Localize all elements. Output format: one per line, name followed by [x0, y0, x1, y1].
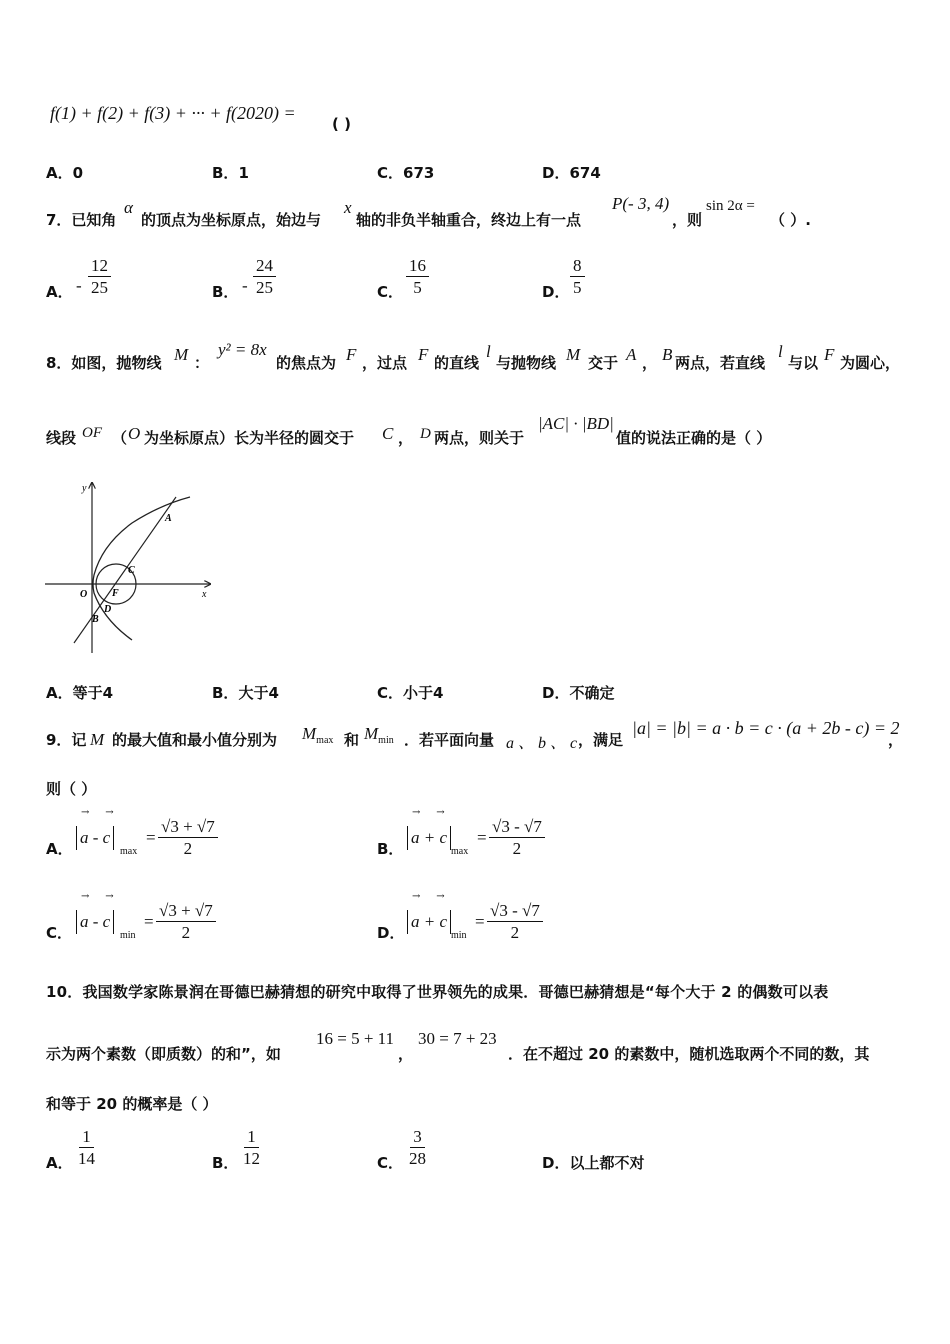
- q9-option-d-fraction: $\frac{√3 - √7}{2}$: [487, 900, 543, 943]
- q8-l-1: l: [486, 342, 491, 361]
- label-A: A: [165, 513, 172, 524]
- q9-M: M: [90, 730, 105, 749]
- q7-sin: sin 2α =: [706, 198, 755, 214]
- q9-text-4: ．若平面向量: [404, 731, 495, 749]
- q9-option-d-lhs: a + c: [407, 910, 451, 934]
- q10-option-c-label: C．: [377, 1154, 404, 1172]
- q9-text-6: ，: [888, 731, 904, 749]
- q9-text-2: 的最大值和最小值分别为: [112, 731, 278, 749]
- q6-option-c: C．673: [377, 164, 435, 182]
- q9-Mmin: $M_{min}$: [364, 724, 394, 746]
- q7-option-a-fraction: $\frac{12}{25}$: [88, 255, 111, 298]
- q8-option-d: D．不确定: [542, 684, 615, 702]
- q8-F-3: F: [824, 345, 835, 364]
- q10-example-1: 16 = 5 + 11: [316, 1029, 395, 1048]
- q8-text-9: 为圆心，: [840, 354, 901, 372]
- q8-text-2: 的焦点为: [276, 354, 337, 372]
- line-l: [74, 497, 176, 643]
- q7-x: x: [344, 198, 352, 217]
- q8-M: M: [174, 345, 189, 364]
- q7-text-2: 的顶点为坐标原点，始边与: [141, 211, 322, 229]
- q9-option-c-fraction: $\frac{√3 + √7}{2}$: [156, 900, 216, 943]
- q8-comma: ，: [642, 354, 658, 372]
- q9-option-b-lhs: a + c: [407, 826, 451, 850]
- q8-text-8: 与以: [788, 354, 819, 372]
- q6-expression: f(1) + f(2) + f(3) + ··· + f(2020) =: [50, 103, 296, 123]
- q10-option-b-fraction: $\frac{1}{12}$: [243, 1127, 260, 1168]
- q10-text-1: 示为两个素数（即质数）的和”，如: [46, 1045, 281, 1063]
- q8-A: A: [626, 345, 637, 364]
- label-O: O: [80, 589, 88, 600]
- q9-option-a-eq: =: [146, 828, 156, 847]
- q7-text-4: ，则: [672, 211, 703, 229]
- q9-option-a-vec-arrows: → →: [81, 807, 114, 818]
- q7-text-3: 轴的非负半轴重合，终边上有一点: [356, 211, 582, 229]
- q7-alpha: α: [124, 198, 133, 217]
- q7-option-b-sign: -: [242, 276, 248, 295]
- q10-comma: ，: [398, 1045, 414, 1063]
- q7-option-b-label: B．: [212, 283, 239, 301]
- label-C: C: [128, 565, 135, 576]
- q8-figure: [40, 475, 225, 660]
- q8-equation: y² = 8x: [218, 340, 267, 359]
- q8-F-2: F: [418, 345, 429, 364]
- q8-text-5: 与抛物线: [496, 354, 557, 372]
- q8-text-6: 交于: [588, 354, 619, 372]
- q9-Mmax: $M_{max}$: [302, 724, 334, 746]
- q10-option-b-label: B．: [212, 1154, 239, 1172]
- q8-text-14: 值的说法正确的是（ ）: [616, 429, 772, 447]
- q6-option-d: D．674: [542, 164, 601, 182]
- q7-option-b-fraction: $\frac{24}{25}$: [253, 255, 276, 298]
- q7-option-c-fraction: $\frac{16}{5}$: [406, 255, 429, 298]
- q9-option-b-fraction: $\frac{√3 - √7}{2}$: [489, 816, 545, 859]
- q10-text-2: ．在不超过 20 的素数中，随机选取两个不同的数，其: [508, 1045, 870, 1063]
- q9-option-a-label: A．: [46, 840, 73, 858]
- q8-option-a: A．等于4: [46, 684, 114, 702]
- q8-text-7: 两点，若直线: [675, 354, 766, 372]
- q9-option-b-eq: =: [477, 828, 487, 847]
- q9-text-1: 9．记: [46, 731, 87, 749]
- q7-option-d-label: D．: [542, 283, 570, 301]
- q7-option-d-fraction: $\frac{8}{5}$: [570, 255, 585, 298]
- label-y: y: [82, 483, 87, 494]
- q8-text-1: 8．如图，抛物线: [46, 354, 162, 372]
- q8-text-11: （: [112, 429, 128, 447]
- q8-product: |AC| · |BD|: [538, 414, 614, 433]
- q10-option-a-label: A．: [46, 1154, 73, 1172]
- label-D: D: [104, 604, 112, 615]
- q9-option-a-lhs: a - c: [76, 826, 114, 850]
- q8-text-10: 线段: [46, 429, 77, 447]
- q8-option-b: B．大于4: [212, 684, 279, 702]
- q6-paren: ( ): [332, 115, 351, 133]
- q8-D: D: [420, 426, 431, 442]
- q10-option-a-fraction: $\frac{1}{14}$: [78, 1127, 95, 1168]
- q8-text-12: 为坐标原点）长为半径的圆交于: [144, 429, 355, 447]
- q7-point: P(- 3, 4): [612, 194, 670, 213]
- q9-option-b-sub: max: [451, 846, 469, 857]
- label-B: B: [92, 614, 99, 625]
- q9-option-c-sub: min: [120, 930, 136, 941]
- q8-option-c: C．小于4: [377, 684, 444, 702]
- q8-OF: OF: [82, 425, 102, 441]
- q9-option-c-lhs: a - c: [76, 910, 114, 934]
- q8-text-13: 两点，则关于: [434, 429, 525, 447]
- q8-text-4: 的直线: [434, 354, 480, 372]
- q9-option-b-vec-arrows: → →: [412, 807, 445, 818]
- q9-option-b-label: B．: [377, 840, 404, 858]
- q9-text-3: 和: [344, 731, 360, 749]
- q8-B: B: [662, 345, 673, 364]
- q7-text-5: （ ）.: [770, 211, 811, 229]
- q10-line-3: 和等于 20 的概率是（ ）: [46, 1095, 218, 1113]
- q9-option-c-label: C．: [46, 924, 73, 942]
- q6-option-a: A．0: [46, 164, 84, 182]
- q7-option-c-label: C．: [377, 283, 404, 301]
- q8-colon: ：: [194, 354, 210, 372]
- q9-vectors: a 、 b 、 c: [506, 735, 578, 752]
- q9-option-d-sub: min: [451, 930, 467, 941]
- q7-option-a-label: A．: [46, 283, 73, 301]
- q8-text-3: ，过点: [362, 354, 408, 372]
- q8-F-1: F: [346, 345, 357, 364]
- q9-option-a-fraction: $\frac{√3 + √7}{2}$: [158, 816, 218, 859]
- q9-option-d-vec-arrows: → →: [412, 891, 445, 902]
- q9-option-d-label: D．: [377, 924, 405, 942]
- parabola: [93, 497, 190, 640]
- q10-example-2: 30 = 7 + 23: [418, 1029, 497, 1048]
- q8-C: C: [382, 424, 394, 443]
- q9-condition: |a| = |b| = a · b = c · (a + 2b - c) = 2: [632, 718, 900, 738]
- q9-text-5: ，满足: [578, 731, 624, 749]
- q10-line-1: 10．我国数学家陈景润在哥德巴赫猜想的研究中取得了世界领先的成果．哥德巴赫猜想是“每个大于 2 的偶数可以表: [46, 983, 829, 1001]
- q10-option-d: D．以上都不对: [542, 1154, 645, 1172]
- q7-option-a-sign: -: [76, 276, 82, 295]
- q9-option-c-eq: =: [144, 912, 154, 931]
- q9-option-c-vec-arrows: → →: [81, 891, 114, 902]
- q8-O: O: [128, 424, 141, 443]
- q9-option-a-sub: max: [120, 846, 138, 857]
- q8-M-2: M: [566, 345, 581, 364]
- label-x: x: [202, 589, 207, 600]
- q6-option-b: B．1: [212, 164, 249, 182]
- q8-l-2: l: [778, 342, 783, 361]
- q10-option-c-fraction: $\frac{3}{28}$: [409, 1127, 426, 1168]
- q9-text-7: 则（ ）: [46, 780, 97, 798]
- q7-text-1: 7．已知角: [46, 211, 117, 229]
- q9-option-d-eq: =: [475, 912, 485, 931]
- label-F: F: [112, 588, 119, 599]
- q8-comma-2: ，: [398, 429, 414, 447]
